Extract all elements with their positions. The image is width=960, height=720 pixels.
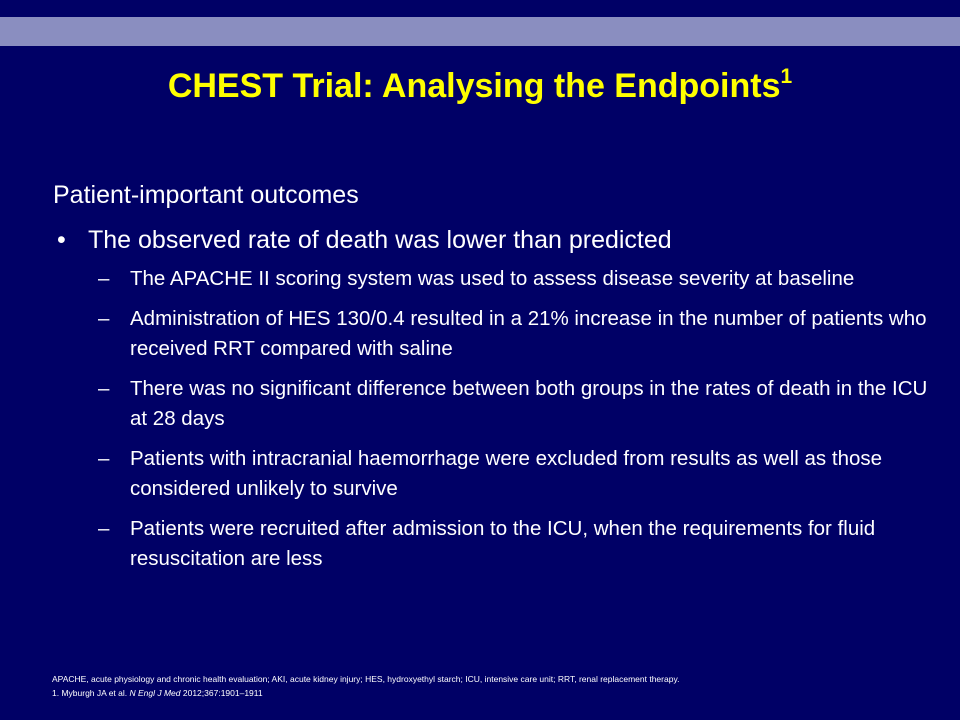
dash-marker: – (98, 517, 110, 540)
sub-bullet-list (98, 264, 928, 584)
sub-bullet-item (98, 444, 928, 504)
title-reference-superscript: 1 (780, 65, 793, 88)
slide-title-text: CHEST Trial: Analysing the Endpoints (167, 67, 781, 105)
sub-bullet-text: The APACHE II scoring system was used to assess disease severity at baseline (130, 267, 855, 290)
main-bullet-text: The observed rate of death was lower than predicted (88, 226, 672, 254)
dash-marker: – (98, 447, 110, 470)
sub-bullet-item (98, 264, 928, 294)
reference-citation (52, 686, 932, 700)
sub-bullet-item (98, 304, 928, 364)
dash-marker: – (98, 267, 110, 290)
bullet-marker: • (57, 226, 66, 254)
sub-bullet-text: Administration of HES 130/0.4 resulted in a 21% increase in the number of patients who received RRT compared with saline (130, 307, 927, 360)
reference-authors: 1. Myburgh JA et al. (52, 688, 130, 698)
sub-bullet-text: Patients were recruited after admission to the ICU, when the requirements for fluid resuscitation are less (130, 517, 876, 570)
sub-bullet-text: Patients with intracranial haemorrhage were excluded from results as well as those considered unlikely to survive (130, 447, 883, 500)
reference-journal: N Engl J Med (129, 688, 181, 698)
slide-title (0, 64, 960, 108)
footnote (52, 672, 932, 700)
reference-details: 2012;367:1901–1911 (180, 688, 263, 698)
section-heading: Patient-important outcomes (53, 181, 359, 209)
sub-bullet-item (98, 514, 928, 574)
dash-marker: – (98, 307, 110, 330)
abbreviations-note: APACHE, acute physiology and chronic health evaluation; AKI, acute kidney injury; HES, hydroxyethyl starch; ICU, intensive care unit; RRT, renal replacement therapy. (52, 674, 680, 684)
header-bar (0, 17, 960, 46)
sub-bullet-item (98, 374, 928, 434)
sub-bullet-text: There was no significant difference between both groups in the rates of death in the ICU at 28 days (130, 377, 928, 430)
dash-marker: – (98, 377, 110, 400)
